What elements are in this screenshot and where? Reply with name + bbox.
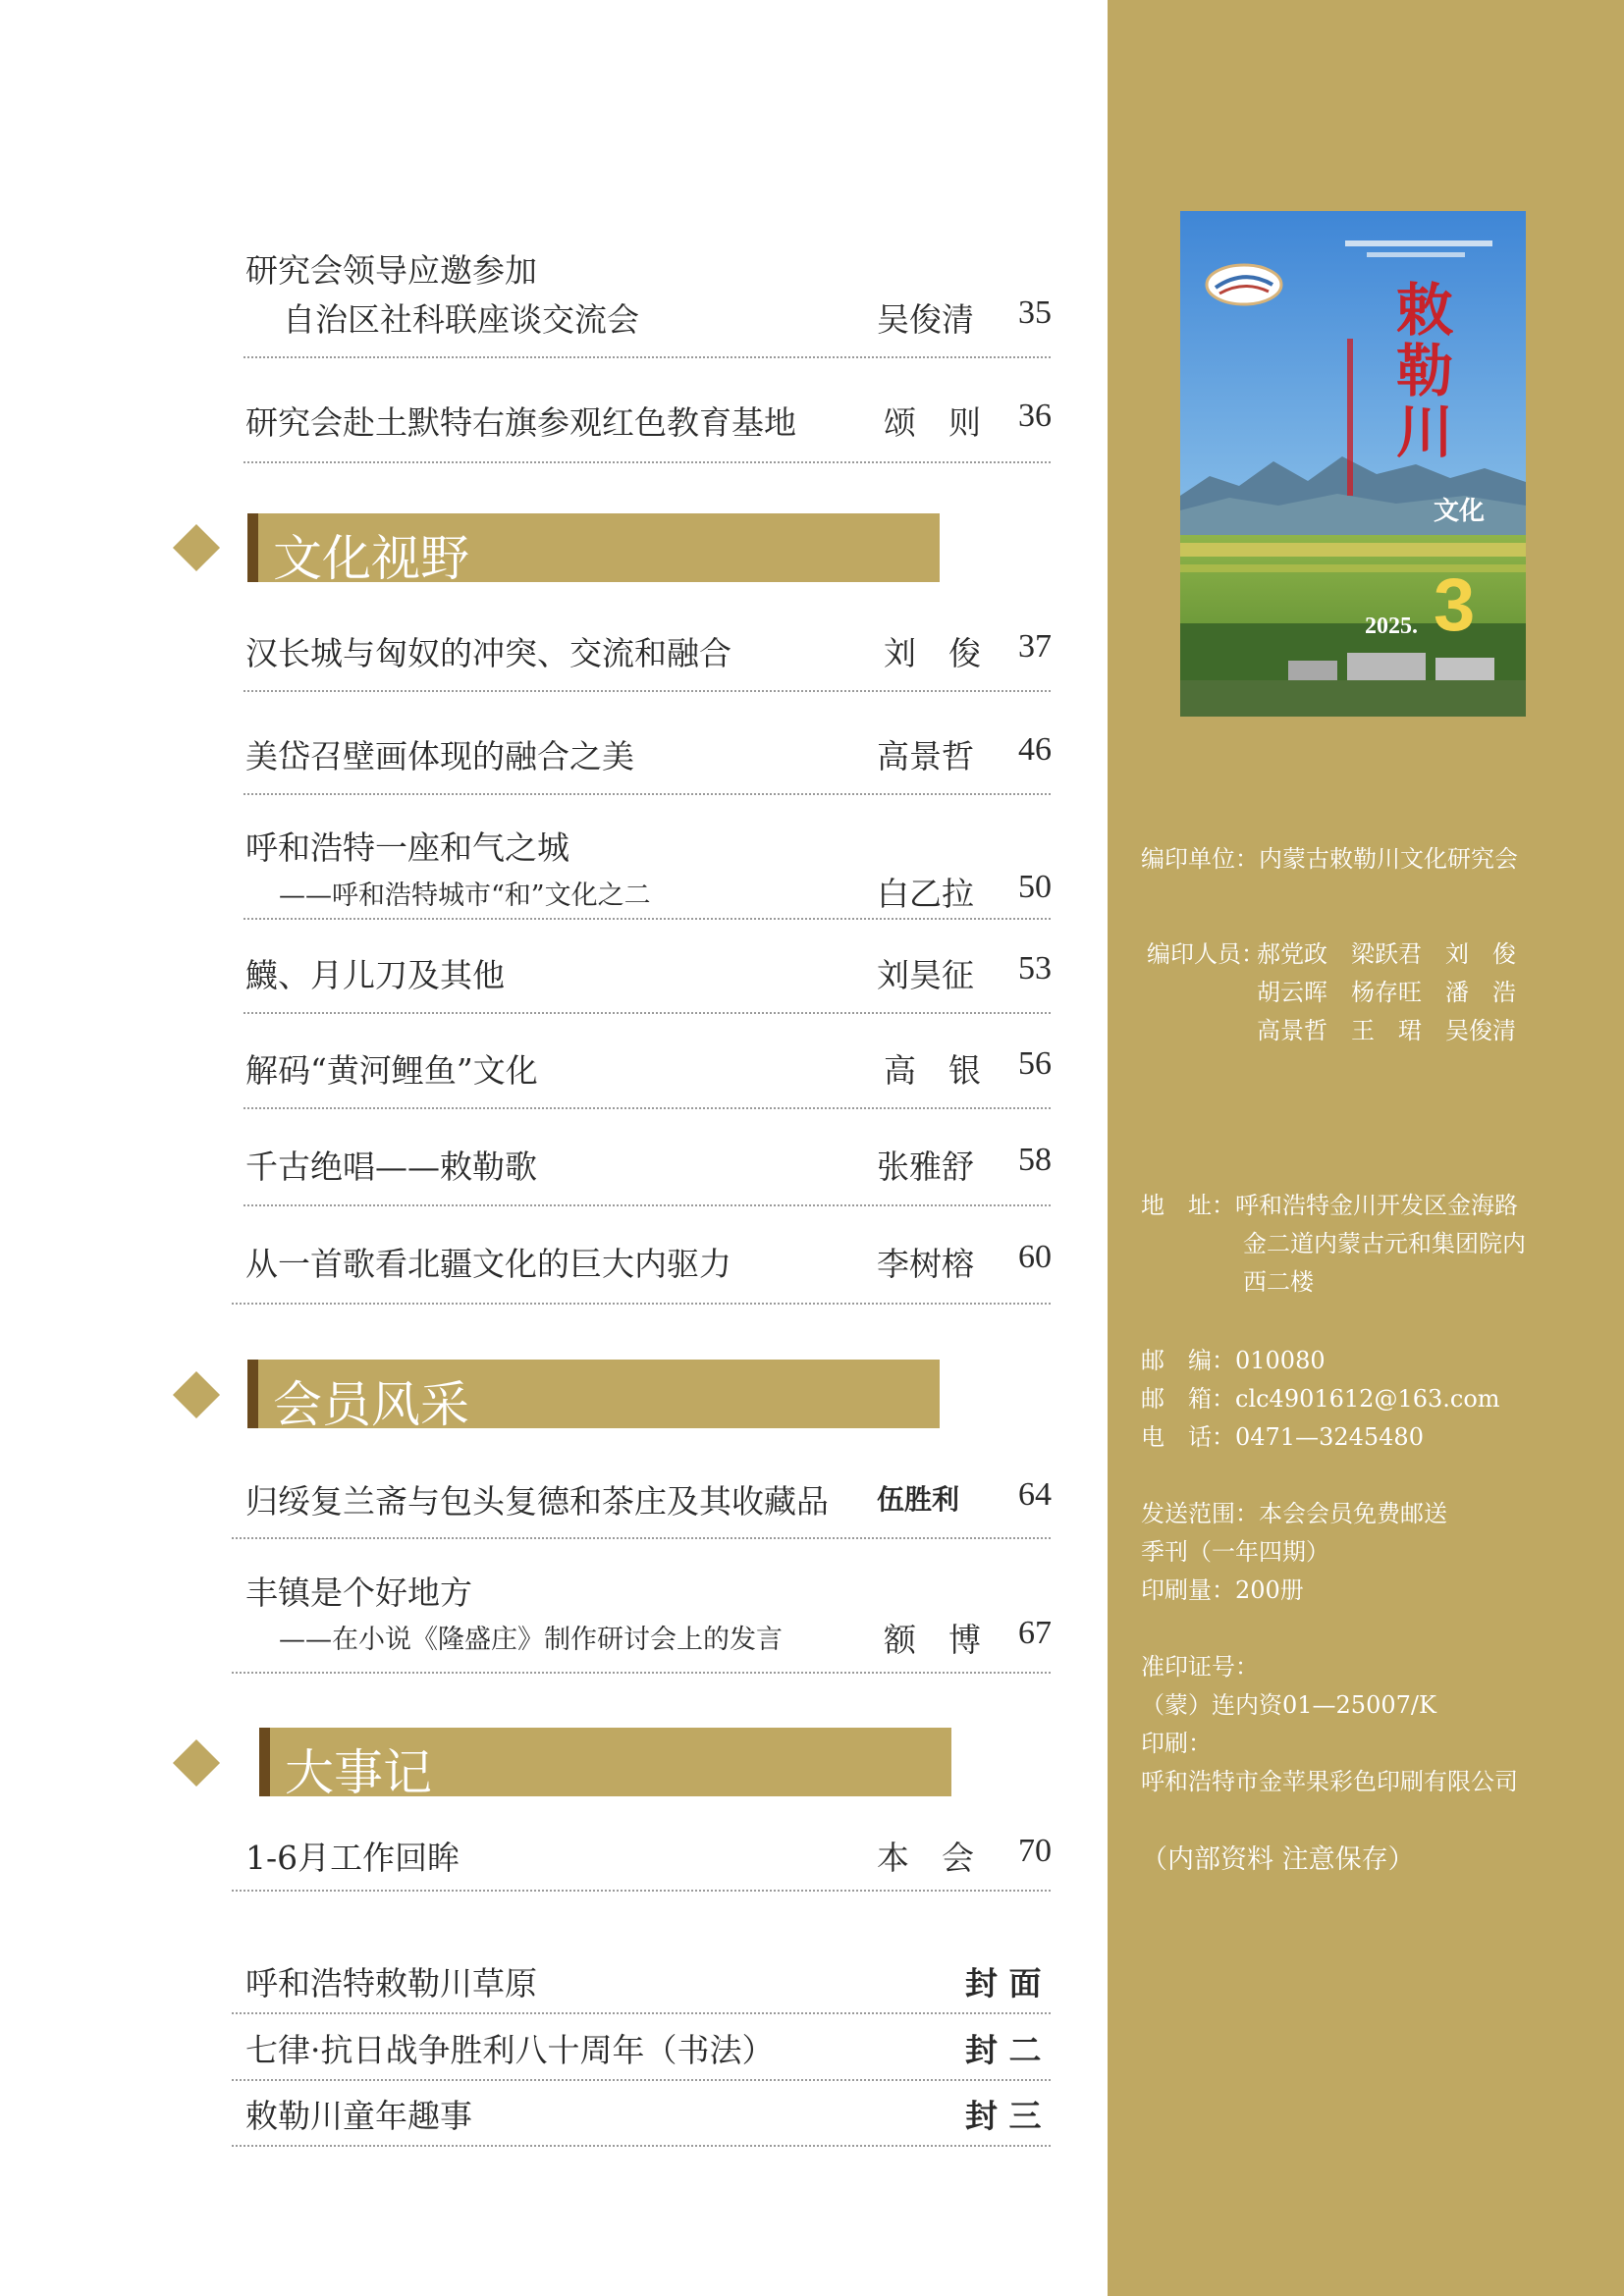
cover-entry-title[interactable]: 七律·抗日战争胜利八十周年（书法） — [245, 2031, 775, 2069]
distribution-scope: 发送范围：本会会员免费邮送 — [1141, 1500, 1447, 1527]
toc-entry-author: 刘 俊 — [884, 634, 981, 672]
toc-entry-title[interactable]: 解码“黄河鲤鱼”文化 — [245, 1051, 538, 1090]
internal-material-note: （内部资料 注意保存） — [1141, 1844, 1415, 1875]
section-header-bar — [247, 1360, 258, 1428]
section-header-band — [259, 1728, 951, 1801]
dotted-divider — [232, 2012, 1051, 2014]
toc-entry-page: 37 — [1018, 628, 1052, 665]
toc-entry-page: 64 — [1018, 1476, 1052, 1513]
section-diamond-icon — [173, 524, 220, 571]
dotted-divider — [244, 461, 1051, 463]
cover-entry-title[interactable]: 敕勒川童年趣事 — [245, 2097, 472, 2135]
toc-entry-title[interactable]: 千古绝唱——敕勒歌 — [245, 1148, 537, 1186]
toc-entry-page: 56 — [1018, 1045, 1052, 1082]
section-diamond-icon — [173, 1739, 220, 1787]
permit-label: 准印证号： — [1141, 1653, 1259, 1681]
dotted-divider — [232, 1890, 1051, 1892]
staff-row: 高景哲 王 珺 吴俊清 — [1257, 1017, 1516, 1044]
dotted-divider — [232, 2079, 1051, 2081]
section-header-bar — [247, 513, 258, 582]
dotted-divider — [232, 1303, 1051, 1305]
toc-entry-subtitle: ——在小说《隆盛庄》制作研讨会上的发言 — [279, 1625, 783, 1655]
cover-image[interactable] — [1180, 211, 1526, 717]
cover-entry-mark: 封 二 — [965, 2031, 1042, 2069]
printer-name: 呼和浩特市金苹果彩色印刷有限公司 — [1141, 1768, 1518, 1795]
toc-entry-title[interactable]: 归绥复兰斋与包头复德和茶庄及其收藏品 — [245, 1482, 829, 1521]
phone-number: 电 话：0471—3245480 — [1141, 1423, 1424, 1451]
toc-entry-author: 白乙拉 — [877, 875, 974, 913]
address-line: 西二楼 — [1243, 1268, 1314, 1296]
toc-entry-title[interactable]: 鱴、月儿刀及其他 — [245, 956, 505, 994]
staff-row: 胡云晖 杨存旺 潘 浩 — [1257, 979, 1516, 1006]
cover-subtitle: 文化 — [1434, 497, 1486, 526]
printer-label: 印刷： — [1141, 1730, 1212, 1757]
dotted-divider — [244, 1012, 1051, 1014]
toc-entry-page: 35 — [1018, 294, 1052, 331]
cover-year: 2025. — [1365, 614, 1418, 639]
email-address[interactable]: 邮 箱：clc4901612@163.com — [1141, 1385, 1500, 1413]
cover-title-char: 川 — [1396, 399, 1454, 465]
toc-entry-title[interactable]: 美岱召壁画体现的融合之美 — [245, 737, 634, 775]
toc-entry-author: 伍胜利 — [877, 1483, 960, 1516]
dotted-divider — [244, 356, 1051, 358]
section-title: 会员风采 — [273, 1376, 469, 1433]
section-header-band — [247, 513, 940, 587]
toc-entry-page: 67 — [1018, 1615, 1052, 1651]
toc-entry-title[interactable]: 丰镇是个好地方 — [245, 1574, 472, 1612]
toc-entry-author: 张雅舒 — [877, 1148, 974, 1186]
section-header-bar — [259, 1728, 270, 1796]
toc-entry-page: 46 — [1018, 731, 1052, 768]
toc-entry-author: 刘昊征 — [877, 956, 974, 994]
dotted-divider — [244, 1107, 1051, 1109]
cover-title-char: 敕 — [1396, 277, 1454, 344]
toc-entry-page: 58 — [1018, 1142, 1052, 1178]
address-line: 金二道内蒙古元和集团院内 — [1243, 1230, 1526, 1257]
cover-entry-mark: 封 面 — [965, 1964, 1042, 2002]
mongolian-script-mark — [1347, 339, 1377, 496]
toc-entry-author: 额 博 — [884, 1621, 981, 1659]
toc-entry-author: 李树榕 — [877, 1245, 974, 1283]
dotted-divider — [244, 918, 1051, 920]
publication-frequency: 季刊（一年四期） — [1141, 1538, 1329, 1566]
toc-entry-author: 高景哲 — [877, 737, 974, 775]
cover-title-char: 勒 — [1396, 338, 1454, 404]
toc-entry-page: 60 — [1018, 1239, 1052, 1275]
dotted-divider — [232, 1537, 1051, 1539]
cover-entry-title[interactable]: 呼和浩特敕勒川草原 — [245, 1964, 537, 2002]
toc-entry-title[interactable]: 1-6月工作回眸 — [245, 1839, 460, 1877]
cover-entry-mark: 封 三 — [965, 2097, 1042, 2135]
toc-entry-title[interactable]: 汉长城与匈奴的冲突、交流和融合 — [245, 634, 731, 672]
info-sidebar — [1108, 0, 1624, 2296]
staff-label: 编印人员： — [1147, 940, 1265, 968]
dotted-divider — [244, 793, 1051, 795]
toc-entry-subtitle: ——呼和浩特城市“和”文化之二 — [279, 881, 651, 911]
toc-entry-author: 高 银 — [884, 1051, 981, 1090]
toc-entry-title[interactable]: 研究会领导应邀参加 — [245, 251, 537, 290]
dotted-divider — [232, 2145, 1051, 2147]
toc-entry-page: 70 — [1018, 1833, 1052, 1869]
dotted-divider — [244, 690, 1051, 692]
toc-entry-author: 颂 则 — [884, 403, 981, 442]
toc-entry-page: 50 — [1018, 869, 1052, 905]
section-header-band — [247, 1360, 940, 1433]
toc-entry-title[interactable]: 研究会赴土默特右旗参观红色教育基地 — [245, 403, 796, 442]
staff-row: 郝党政 梁跃君 刘 俊 — [1257, 940, 1516, 968]
dotted-divider — [244, 1204, 1051, 1206]
permit-number: （蒙）连内资01—25007/K — [1141, 1691, 1436, 1719]
toc-entry-title[interactable]: 呼和浩特一座和气之城 — [245, 828, 569, 867]
postal-code: 邮 编：010080 — [1141, 1347, 1326, 1374]
toc-entry-author: 吴俊清 — [877, 300, 974, 339]
toc-entry-page: 53 — [1018, 950, 1052, 987]
publisher-unit: 编印单位：内蒙古敕勒川文化研究会 — [1141, 845, 1518, 873]
toc-entry-title[interactable]: 从一首歌看北疆文化的巨大内驱力 — [245, 1245, 731, 1283]
cover-title — [1396, 277, 1454, 465]
toc-entry-author: 本 会 — [877, 1839, 974, 1877]
address-line: 地 址：呼和浩特金川开发区金海路 — [1141, 1192, 1518, 1219]
section-diamond-icon — [173, 1371, 220, 1418]
dotted-divider — [232, 1672, 1051, 1674]
toc-entry-page: 36 — [1018, 398, 1052, 434]
print-quantity: 印刷量：200册 — [1141, 1576, 1304, 1604]
cover-issue-number: 3 — [1434, 563, 1476, 647]
section-title: 大事记 — [285, 1744, 432, 1801]
section-title: 文化视野 — [273, 530, 469, 587]
toc-entry-title-continued[interactable]: 自治区社科联座谈交流会 — [283, 300, 639, 339]
